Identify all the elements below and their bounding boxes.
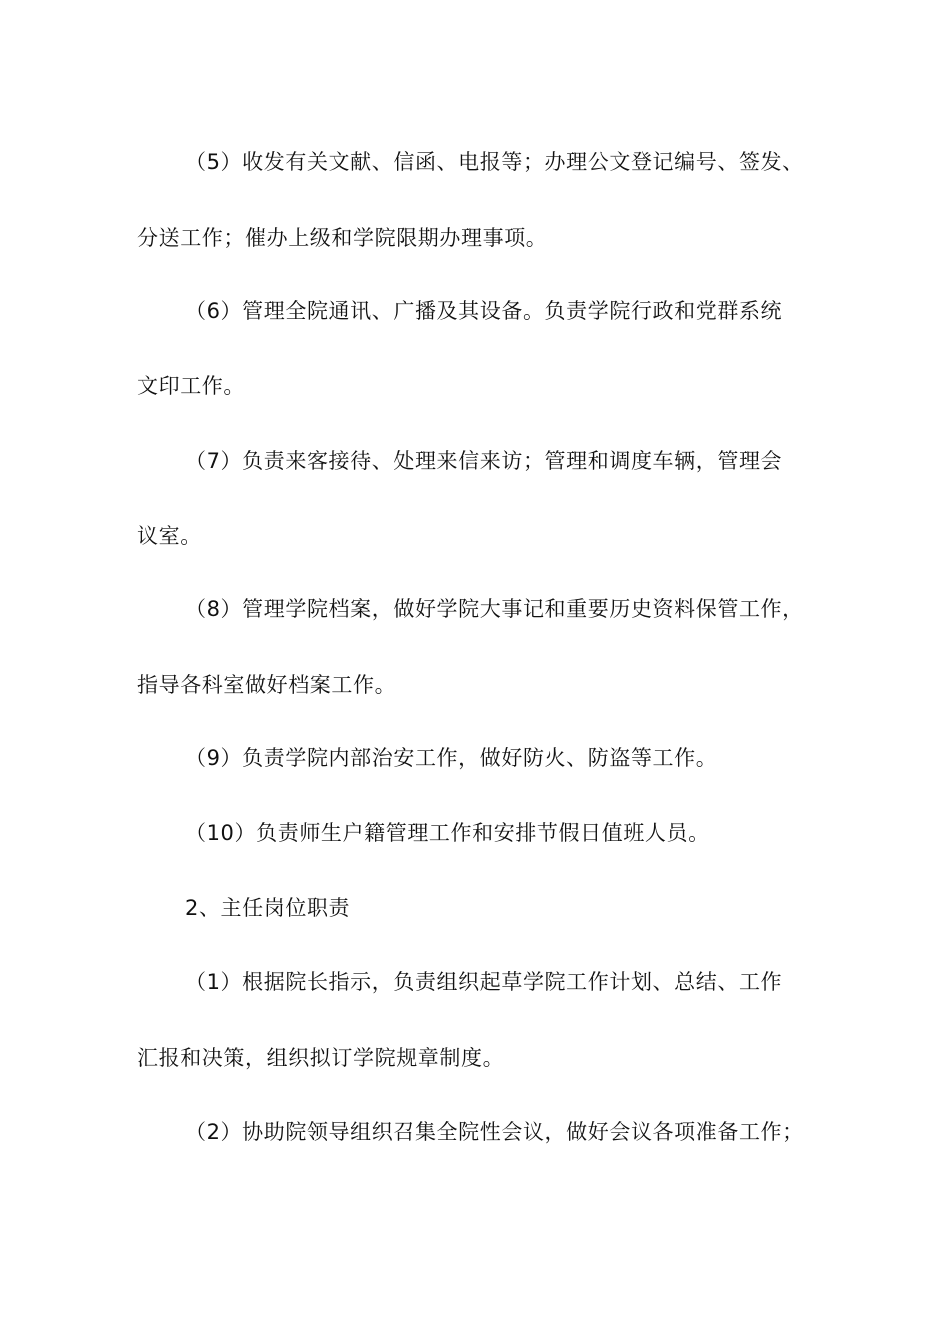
paragraph-line: （2）协助院领导组织召集全院性会议，做好会议各项准备工作；	[185, 1120, 804, 1144]
paragraph-line: （6）管理全院通讯、广播及其设备。负责学院行政和党群系统	[185, 299, 783, 323]
paragraph-line: （8）管理学院档案，做好学院大事记和重要历史资料保管工作，	[185, 597, 804, 621]
paragraph-line: 文印工作。	[137, 374, 245, 398]
paragraph-line: 指导各科室做好档案工作。	[137, 673, 397, 697]
paragraph-line: （9）负责学院内部治安工作，做好防火、防盗等工作。	[185, 746, 718, 770]
paragraph-line: （10）负责师生户籍管理工作和安排节假日值班人员。	[185, 821, 710, 845]
section-heading: 2、主任岗位职责	[185, 896, 351, 920]
paragraph-line: 议室。	[137, 524, 202, 548]
paragraph-line: （5）收发有关文献、信函、电报等；办理公文登记编号、签发、	[185, 150, 804, 174]
paragraph-line: （7）负责来客接待、处理来信来访；管理和调度车辆，管理会	[185, 449, 783, 473]
paragraph-line: 分送工作；催办上级和学院限期办理事项。	[137, 226, 548, 250]
paragraph-line: （1）根据院长指示，负责组织起草学院工作计划、总结、工作	[185, 970, 783, 994]
paragraph-line: 汇报和决策，组织拟订学院规章制度。	[137, 1046, 505, 1070]
